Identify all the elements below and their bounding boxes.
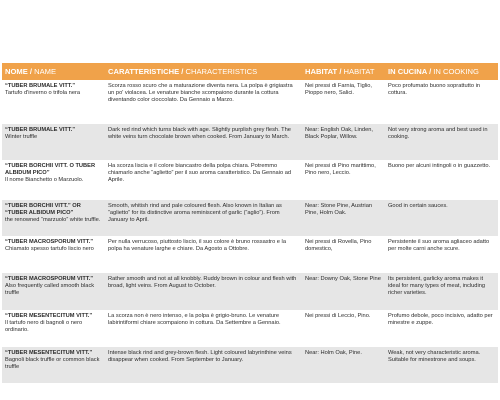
cell-characteristics: La scorza non è nero intenso, e la polpa è grigio-bruno. Le venature labirintiformi chiare scompaiono in cottura. Da Settembre a Gennaio. [105,310,302,347]
cell-habitat: Nei pressi di Pino marittimo, Pino nero, Leccio. [302,160,385,200]
header-cooking [385,63,498,80]
table-row [2,124,498,160]
table-row [2,160,498,200]
cell-name [2,80,105,124]
cell-cooking: Not very strong aroma and best used in cooking. [385,124,498,160]
table-row [2,200,498,236]
common-name: Bagnoli black truffle or common black truffle [5,357,100,370]
header-separator: / [179,67,186,76]
cell-name [2,200,105,236]
cell-characteristics: Scorza rosso scuro che a maturazione diventa nera. La polpa è grigiastra un po' violacea. Le venature bianche scompaiono durante la cottura diventando color cioccolato. Da Gennaio a Marzo. [105,80,302,124]
header-cooking-en: IN COOKING [433,67,479,76]
header-characteristics [105,63,302,80]
cell-cooking: Good in certain sauces. [385,200,498,236]
species-name: “TUBER BORCHII VITT.” OR “TUBER ALBIDUM PICO” [5,203,81,216]
cell-habitat: Nei pressi di Rovella, Pino domestico, [302,236,385,273]
header-separator: / [426,67,434,76]
common-name: the renowned “marzuolo” white truffle. [5,217,101,223]
header-characteristics-it: CARATTERISTICHE [108,67,180,76]
common-name: Il tartufo nero di bagnoli o nero ordinario. [5,320,83,333]
cell-name [2,347,105,383]
cell-characteristics: Per nulla verrucoso, piuttosto liscio, il suo colore è bruno rossastro e la polpa ha venature larghe e chiare. Da Agosto a Ottobre. [105,236,302,273]
cell-name [2,273,105,310]
species-name: “TUBER BORCHII VITT. O TUBER ALBIDUM PICO” [5,163,96,176]
cell-cooking: Its persistent, garlicky aroma makes it ideal for many types of meat, including richer varieties. [385,273,498,310]
cell-name [2,124,105,160]
species-name: “TUBER MESENTECITUM VITT.” [5,350,93,356]
species-name: “TUBER MESENTECITUM VITT.” [5,313,93,319]
cell-habitat: Near: English Oak, Linden, Black Poplar, Willow. [302,124,385,160]
common-name: Tartufo d'inverno o trifola nera [5,90,81,96]
cell-cooking: Weak, not very characteristic aroma. Suitable for minestrone and soups. [385,347,498,383]
table-row [2,236,498,273]
header-habitat-en: HABITAT [343,67,375,76]
cell-habitat: Nei pressi di Farnia, Tiglio, Pioppo nero, Salici. [302,80,385,124]
header-characteristics-en: CHARACTERISTICS [185,67,258,76]
species-name: “TUBER MACROSPORUM VITT.” [5,239,94,245]
common-name: Il nome Bianchetto o Marzuolo. [5,177,84,183]
header-habitat [302,63,385,80]
table-header-row [2,63,498,80]
common-name: Also frequently called smooth black truffle [5,283,95,296]
table-row [2,80,498,124]
species-name: “TUBER MACROSPORUM VITT.” [5,276,94,282]
header-separator: / [337,67,344,76]
cell-cooking: Poco profumato buono soprattutto in cottura. [385,80,498,124]
cell-habitat: Nei pressi di Leccio, Pino. [302,310,385,347]
header-name [2,63,105,80]
header-name-it: NOME [5,67,28,76]
cell-habitat: Near: Holm Oak, Pine. [302,347,385,383]
cell-characteristics: Dark red rind which turns black with age. Slightly purplish grey flesh. The white veins turn chocolate brown when cooked. From January to March. [105,124,302,160]
cell-cooking: Profumo debole, poco incisivo, adatto per minestre e zuppe. [385,310,498,347]
common-name: Chiamato spesso tartufo liscio nero [5,246,94,252]
cell-cooking: Persistente il suo aroma agliaceo adatto per molte carni anche scure. [385,236,498,273]
cell-characteristics: Intense black rind and grey-brown flesh. Light coloured labyrinthine veins disappear when cooked. From September to January. [105,347,302,383]
header-separator: / [27,67,35,76]
cell-name [2,310,105,347]
cell-characteristics: Smooth, whitish rind and pale coloured flesh. Also known in Italian as “aglietto” for its distinctive aroma reminiscent of garlic (“aglio”). From January to April. [105,200,302,236]
header-name-en: NAME [34,67,57,76]
cell-habitat: Near: Downy Oak, Stone Pine [302,273,385,310]
common-name: Winter truffle [5,134,38,140]
cell-name [2,160,105,200]
table-row [2,273,498,310]
species-name: “TUBER BRUMALE VITT.” [5,127,76,133]
cell-cooking: Buono per alcuni intingoli o in guazzetto. [385,160,498,200]
header-cooking-it: IN CUCINA [388,67,427,76]
header-habitat-it: HABITAT [305,67,338,76]
cell-habitat: Near: Stone Pine, Austrian Pine, Holm Oak. [302,200,385,236]
species-name: “TUBER BRUMALE VITT.” [5,83,76,89]
table-row [2,310,498,347]
truffle-table [2,63,498,383]
cell-characteristics: Ha scorza liscia e il colore biancastro della polpa chiara. Potremmo chiamarlo anche “aglietto” per il suo aroma caratteristico. Da Gennaio ad Aprile. [105,160,302,200]
cell-characteristics: Rather smooth and not at all knobbly. Ruddy brown in colour and flesh with broad, light veins. From August to October. [105,273,302,310]
truffle-table-wrapper [2,63,498,383]
table-row [2,347,498,383]
cell-name [2,236,105,273]
